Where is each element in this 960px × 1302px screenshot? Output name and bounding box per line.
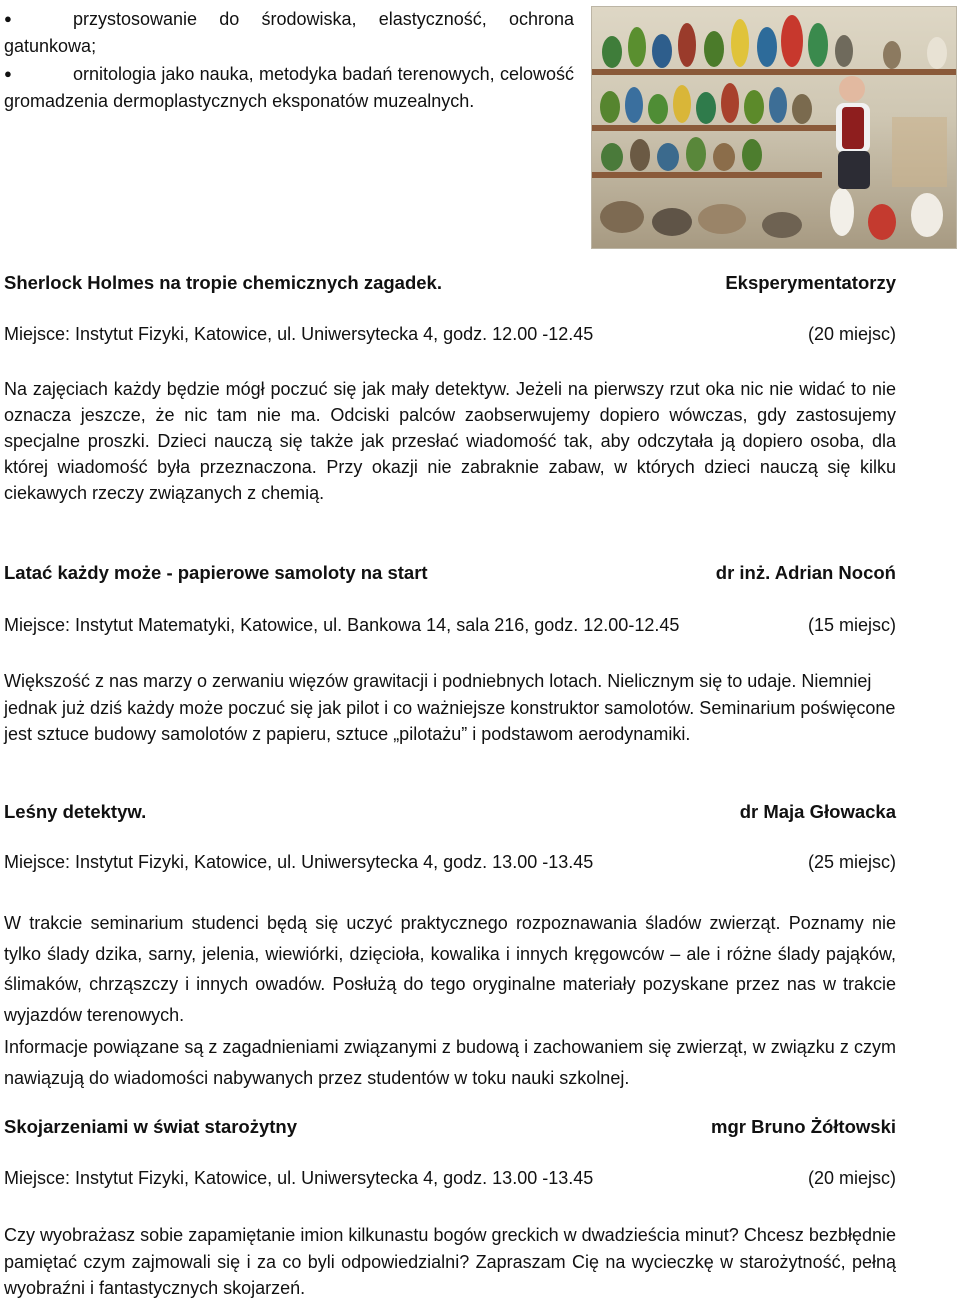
section-description: Większość z nas marzy o zerwaniu więzów grawitacji i podniebnych lotach. Nielicznym się to udaje. Niemniej jednak już dziś każdy może poczuć się jak pilot i co ważniejsze konstruktor samolotów. Seminarium poświęcone jest sztuce budowy samolotów z papieru, sztuce „pilotażu” i podstawom aerodynamiki. [4, 671, 896, 744]
section-description: Informacje powiązane są z zagadnieniami związanymi z budową i zachowaniem się zwierząt, w związku z czym nawiązują do wiadomości nabywanych przez studentów w toku nauki szkolnej. [4, 1037, 896, 1088]
section-description: Na zajęciach każdy będzie mógł poczuć się jak mały detektyw. Jeżeli na pierwszy rzut oka nic nie widać to nie oznacza jeszcze, że nic tam nie ma. Odciski palców zaobserwujemy dopiero wówczas, gdy zastosujemy specjalne proszki. Dzieci nauczą się także jak przesłać wiadomość tak, aby odczytała ją dopiero osoba, dla której wiadomość była przeznaczona. Przy okazji nie zabraknie zabaw, w których dzieci nauczą się kilku ciekawych rzeczy związanych z chemią. [4, 379, 896, 503]
section-location-row [4, 1168, 896, 1189]
section-location: Miejsce: Instytut Matematyki, Katowice, ul. Bankowa 14, sala 216, godz. 12.00-12.45 [4, 615, 680, 635]
section-description: W trakcie seminarium studenci będą się uczyć praktycznego rozpoznawania śladów zwierząt. Poznamy nie tylko ślady dzika, sarny, jelenia, wiewiórki, dzięcioła, kowalika i innych kręgowców – ale i różne ślady pająków, ślimaków, chrząszczy i innych owadów. Posłużą do tego oryginalne materiały pozyskane przez nas w trakcie wyjazdów terenowych. [4, 913, 896, 1025]
section-location-row [4, 615, 896, 636]
bird-collection-illustration [592, 7, 957, 249]
section-title: Skojarzeniami w świat starożytny [4, 1116, 298, 1137]
section-header [4, 801, 896, 823]
section-location-row [4, 852, 896, 873]
bullet-text: przystosowanie do środowiska, elastyczność, ochrona gatunkowa; [4, 9, 574, 56]
section-title: Leśny detektyw. [4, 801, 147, 822]
section-header [4, 272, 896, 294]
bullet-dot-icon: ● [4, 66, 12, 81]
section-speaker: dr inż. Adrian Nocoń [715, 562, 896, 583]
bullet-text: ornitologia jako nauka, metodyka badań terenowych, celowość gromadzenia dermoplastycznych eksponatów muzealnych. [4, 64, 574, 111]
section-location-row [4, 324, 896, 345]
bird-collection-photo [591, 6, 957, 249]
section-seats: (15 miejsc) [807, 615, 896, 635]
bullet-item [4, 61, 574, 114]
section-seats: (25 miejsc) [807, 852, 896, 872]
section-location: Miejsce: Instytut Fizyki, Katowice, ul. Uniwersytecka 4, godz. 13.00 -13.45 [4, 852, 594, 872]
section-speaker: dr Maja Głowacka [739, 801, 896, 822]
section-seats: (20 miejsc) [807, 324, 896, 344]
section-location: Miejsce: Instytut Fizyki, Katowice, ul. Uniwersytecka 4, godz. 13.00 -13.45 [4, 1168, 594, 1188]
section-location: Miejsce: Instytut Fizyki, Katowice, ul. Uniwersytecka 4, godz. 12.00 -12.45 [4, 324, 594, 344]
section-description: Czy wyobrażasz sobie zapamiętanie imion kilkunastu bogów greckich w dwadzieścia minut? Chcesz bezbłędnie pamiętać czym zajmowali się i za co byli odpowiedzialni? Zapraszam Cię na wycieczkę w starożytność, pełną wyobraźni i fantastycznych skojarzeń. [4, 1225, 896, 1298]
section-speaker: mgr Bruno Żółtowski [711, 1116, 896, 1137]
bullet-dot-icon: ● [4, 11, 12, 26]
section-title: Sherlock Holmes na tropie chemicznych zagadek. [4, 272, 442, 293]
section-title: Latać każdy może - papierowe samoloty na start [4, 562, 428, 583]
section-header [4, 562, 896, 584]
section-header [4, 1116, 896, 1138]
section-speaker: Eksperymentatorzy [725, 272, 896, 293]
bullet-item [4, 6, 574, 59]
section-seats: (20 miejsc) [807, 1168, 896, 1188]
